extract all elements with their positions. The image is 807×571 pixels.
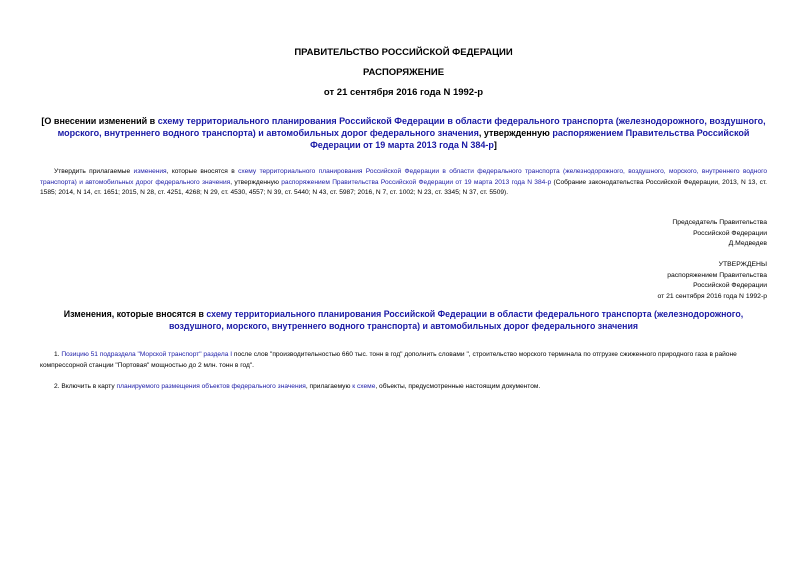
changes-link[interactable]: изменения [133, 168, 167, 175]
paragraph-text: Утвердить прилагаемые [54, 168, 134, 175]
government-heading: ПРАВИТЕЛЬСТВО РОССИЙСКОЙ ФЕДЕРАЦИИ [294, 47, 513, 58]
subject-suffix: ] [493, 140, 497, 150]
scheme-link[interactable]: схему территориального планирования Российской Федерации в области федерального транспорта (железнодорожного, воздушного, морского, внутреннего водного транспорта) и автомобильных дорог федерального значения [40, 168, 767, 186]
approval-line: распоряжением Правительства [667, 271, 767, 279]
order-384-link[interactable]: распоряжением Правительства Российской Федерации от 19 марта 2013 года N 384-р [281, 178, 552, 186]
to-scheme-link[interactable]: к схеме [352, 383, 376, 390]
changes-title [40, 308, 767, 332]
approval-block [547, 260, 767, 302]
subject-prefix: [О внесении изменений в [41, 116, 158, 126]
document-date-number: от 21 сентября 2016 года N 1992-р [323, 87, 484, 98]
document-type: РАСПОРЯЖЕНИЕ [362, 67, 445, 78]
change-item-2 [40, 382, 767, 393]
paragraph-text: , которые вносятся в [166, 168, 239, 175]
approval-line: от 21 сентября 2016 года N 1992-р [657, 292, 767, 300]
signature-name: Д.Медведев [728, 240, 767, 247]
item-text: 1. [54, 351, 62, 358]
signature-block [567, 218, 767, 250]
item-text: 2. Включить в карту [54, 383, 117, 390]
changes-title-text: Изменения, которые вносятся в [63, 309, 207, 319]
paragraph-text: , утвержденную [230, 178, 282, 186]
item-text: , объекты, предусмотренные настоящим документом. [375, 383, 541, 390]
approval-line: Российской Федерации [693, 282, 767, 289]
main-paragraph [40, 167, 767, 199]
change-item-1 [40, 350, 767, 371]
signature-line: Российской Федерации [693, 229, 767, 237]
document-subject [40, 115, 767, 151]
order-384-link[interactable]: распоряжением Правительства Российской Федерации от 19 марта 2013 года N 384-р [310, 128, 750, 150]
item-text: после слов "производительностью 660 тыс. тонн в год" дополнить словами ", строительство морского терминала по отгрузке сжиженного природного газа в районе компрессорной станции "Портовая" мощностью до 2 млн. тонн в год". [40, 351, 737, 369]
scheme-link[interactable]: схему территориального планирования Российской Федерации в области федерального транспорта (железнодорожного, воздушного, морского, внутреннего водного транспорта) и автомобильных дорог федерального значения [57, 116, 766, 138]
approval-line: УТВЕРЖДЕНЫ [718, 261, 767, 268]
item-text: , прилагаемую [305, 383, 353, 390]
map-objects-link[interactable]: планируемого размещения объектов федерального значения [116, 383, 306, 390]
subject-middle: , утвержденную [478, 128, 553, 138]
position-51-link[interactable]: Позицию 51 подраздела "Морской транспорт" раздела I [61, 351, 233, 358]
signature-line: Председатель Правительства [672, 219, 767, 226]
scheme-link[interactable]: схему территориального планирования Российской Федерации в области федерального транспорта (железнодорожного, воздушного, морского, внутреннего водного транспорта) и автомобильных дорог федерального значения [168, 309, 744, 331]
paragraph-text: (Собрание законодательства Российской Федерации, 2013, N 13, ст. 1585; 2014, N 14, ст. 1651; 2015, N 28, ст. 4251, 4268; N 29, ст. 4530, 4557; N 39, ст. 5440; N 43, ст. 5987; 2016, N 7, ст. 1002; N 23, ст. 3345; N 37, ст. 5509). [40, 178, 768, 196]
